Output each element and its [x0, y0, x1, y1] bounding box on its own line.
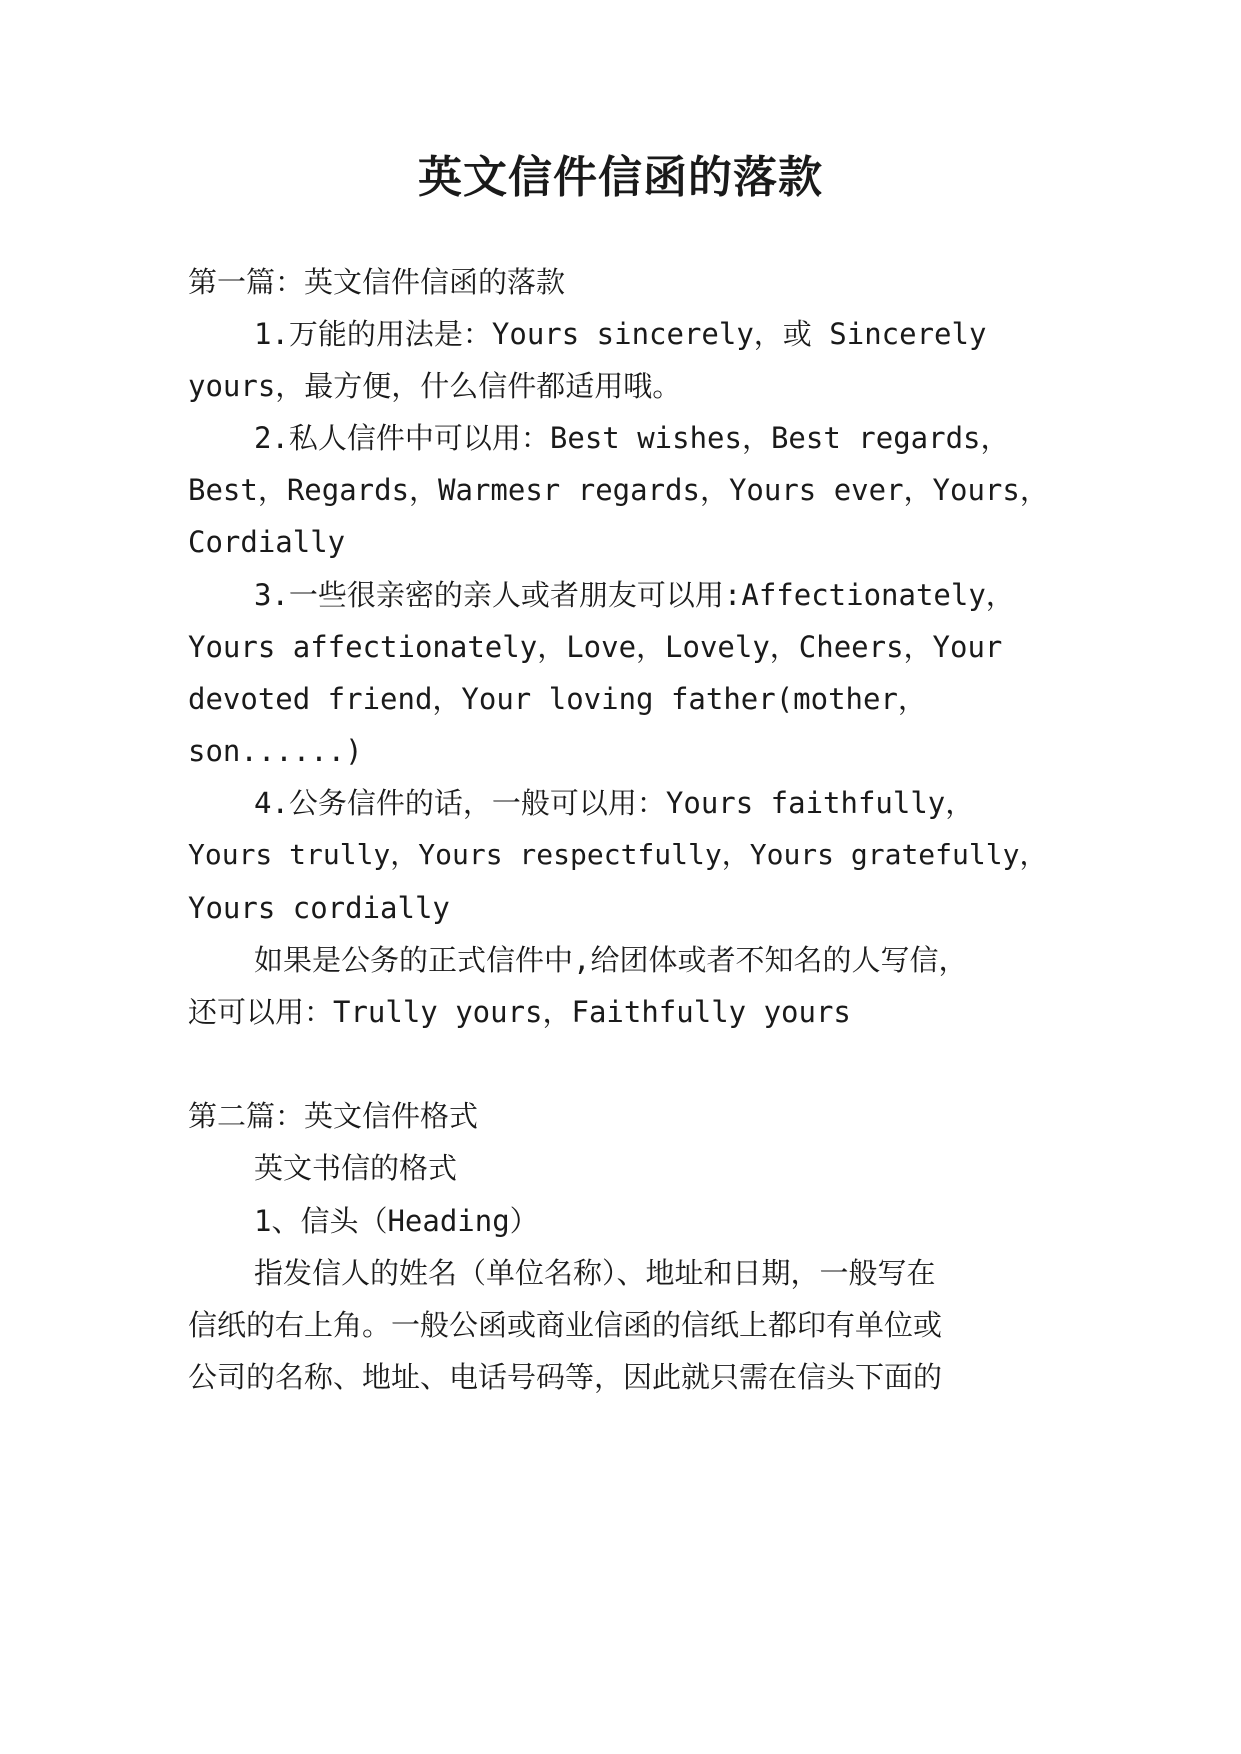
document-title: 英文信件信函的落款	[418, 152, 823, 203]
paragraph-line: 如果是公务的正式信件中,给团体或者不知名的人写信，	[254, 943, 968, 977]
paragraph-line: 英文书信的格式	[254, 1151, 458, 1185]
paragraph-line: 指发信人的姓名（单位名称）、地址和日期，一般写在	[254, 1256, 936, 1290]
paragraph-line: Yours cordially	[188, 891, 450, 925]
section-heading-2: 第二篇：英文信件格式	[188, 1099, 479, 1133]
paragraph-line: 3.一些很亲密的亲人或者朋友可以用:Affectionately，	[254, 578, 1015, 612]
paragraph-line: 公司的名称、地址、电话号码等，因此就只需在信头下面的	[188, 1360, 943, 1394]
paragraph-line: devoted friend，Your loving father(mother，	[188, 682, 927, 716]
paragraph-line: 1.万能的用法是：Yours sincerely，或 Sincerely	[254, 317, 987, 351]
paragraph-line: 2.私人信件中可以用：Best wishes，Best regards，	[254, 421, 1010, 455]
paragraph-line: yours，最方便，什么信件都适用哦。	[188, 369, 682, 403]
section-heading-1: 第一篇：英文信件信函的落款	[188, 265, 566, 299]
paragraph-line: Best，Regards，Warmesr regards，Yours ever，Yours，	[188, 473, 1049, 507]
paragraph-line: Yours affectionately，Love，Lovely，Cheers，Your	[188, 630, 1003, 664]
paragraph-line: Yours trully，Yours respectfully，Yours gratefully，	[188, 838, 1048, 871]
paragraph-line: 信纸的右上角。一般公函或商业信函的信纸上都印有单位或	[188, 1308, 943, 1342]
paragraph-line: 1、信头（Heading）	[254, 1204, 539, 1238]
paragraph-line: son......)	[188, 734, 363, 768]
paragraph-line: 4.公务信件的话，一般可以用：Yours faithfully，	[254, 786, 975, 820]
paragraph-line: Cordially	[188, 525, 346, 559]
paragraph-line: 还可以用：Trully yours，Faithfully yours	[188, 995, 851, 1029]
